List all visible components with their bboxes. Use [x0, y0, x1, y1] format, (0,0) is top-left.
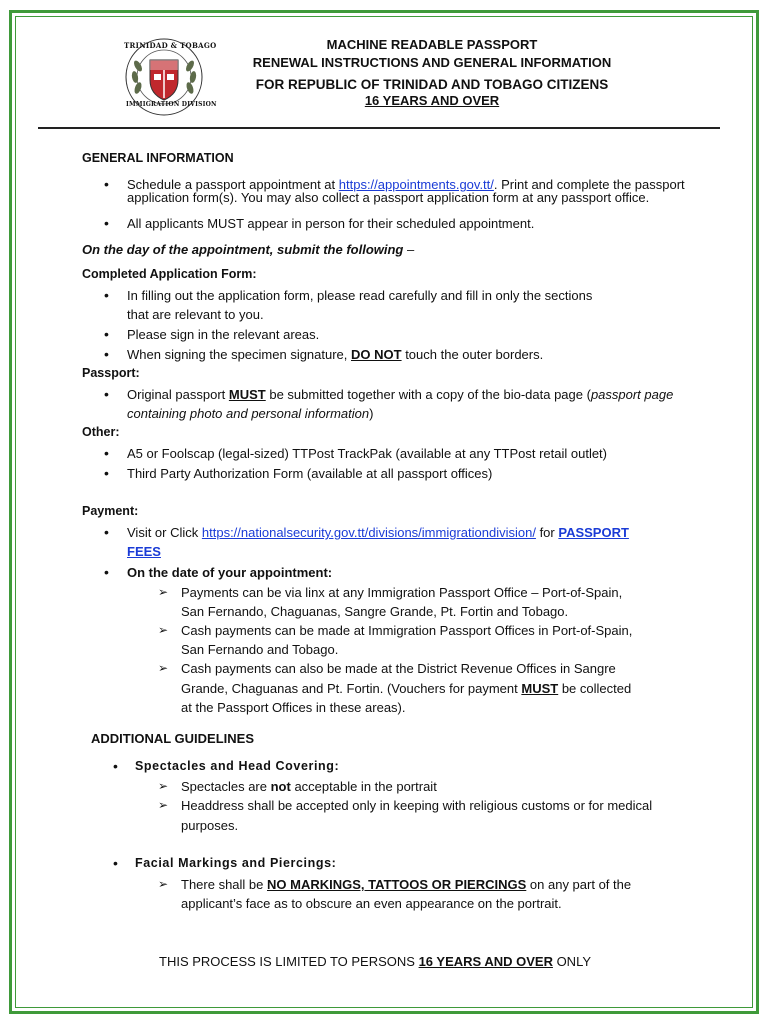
general-item-2: All applicants MUST appear in person for their scheduled appointment. [127, 216, 535, 231]
arrow-bullet-icon: ➢ [158, 623, 169, 637]
title-age: 16 YEARS AND OVER [364, 93, 500, 108]
form-item-2: Please sign in the relevant areas. [127, 327, 320, 342]
bullet-icon: • [104, 445, 109, 461]
guidelines-heading: ADDITIONAL GUIDELINES [91, 731, 254, 746]
payment-sub-3-text: Grande, Chaguanas and Pt. Fortin. (Vouchers for payment [181, 681, 522, 696]
title-citizens: FOR REPUBLIC OF TRINIDAD AND TOBAGO CITIZENS [255, 77, 609, 92]
logo-bottom-text: IMMIGRATION DIVISION [126, 101, 217, 108]
arrow-bullet-icon: ➢ [158, 779, 169, 793]
must-emphasis: MUST [228, 387, 266, 402]
title-renewal: RENEWAL INSTRUCTIONS AND GENERAL INFORMATION [252, 55, 612, 70]
bullet-icon: • [113, 758, 118, 774]
general-item-1-text-end: . Print and complete the passport [493, 177, 685, 192]
arrow-bullet-icon: ➢ [158, 877, 169, 891]
bullet-icon: • [104, 215, 109, 231]
appointment-intro-dash: – [403, 242, 415, 257]
passport-fees-link-line2[interactable]: FEES [127, 544, 161, 559]
other-item-2: Third Party Authorization Form (available at all passport offices) [127, 466, 493, 481]
form-item-3 [127, 347, 543, 362]
general-item-1-line2: application form(s). You may also collect a passport application form at any passport office. [127, 190, 650, 205]
passport-label: Passport: [82, 366, 140, 380]
must-emphasis: MUST [521, 681, 559, 696]
spectacles-sub-1-text: Spectacles are [181, 779, 271, 794]
facial-sub-1 [181, 877, 631, 892]
other-item-1: A5 or Foolscap (legal-sized) TTPost TrackPak (available at any TTPost retail outlet) [127, 446, 607, 461]
payment-item-1 [127, 525, 629, 540]
general-heading: GENERAL INFORMATION [82, 151, 234, 165]
title-machine-readable: MACHINE READABLE PASSPORT [326, 37, 538, 52]
spectacles-sub-2-line2: purposes. [181, 818, 239, 833]
bullet-icon: • [104, 346, 109, 362]
payment-sub-1-line2: San Fernando, Chaguanas, Sangre Grande, Pt. Fortin and Tobago. [181, 604, 569, 619]
form-item-1: In filling out the application form, please read carefully and fill in only the sections [127, 288, 593, 303]
bullet-icon: • [104, 465, 109, 481]
payment-sub-3-line2 [181, 681, 631, 696]
passport-item-1 [127, 387, 673, 402]
payment-sub-3-text-end: be collected [558, 681, 632, 696]
bullet-icon: • [104, 524, 109, 540]
passport-item-italic-2: containing photo and personal information [127, 406, 370, 421]
spectacles-label: Spectacles and Head Covering: [135, 759, 340, 773]
payment-sub-3-line3: at the Passport Offices in these areas). [181, 700, 406, 715]
facial-sub-1-text-end: on any part of the [526, 877, 632, 892]
footer-note [159, 954, 591, 969]
fees-link[interactable]: https://nationalsecurity.gov.tt/divisions/immigrationdivision/ [201, 525, 536, 540]
bullet-icon: • [104, 564, 109, 580]
bullet-icon: • [104, 176, 109, 192]
footer-emphasis: 16 YEARS AND OVER [418, 954, 553, 969]
payment-sub-1: Payments can be via linx at any Immigration Passport Office – Port-of-Spain, [181, 585, 623, 600]
facial-sub-1-text: There shall be [181, 877, 267, 892]
other-label: Other: [82, 425, 120, 439]
bullet-icon: • [113, 855, 118, 871]
spectacles-sub-2: Headdress shall be accepted only in keeping with religious customs or for medical [181, 798, 653, 813]
no-markings-emphasis: NO MARKINGS, TATTOOS OR PIERCINGS [267, 877, 527, 892]
footer-text-end: ONLY [552, 954, 592, 969]
footer-text: THIS PROCESS IS LIMITED TO PERSONS [159, 954, 419, 969]
payment-item-2: On the date of your appointment: [127, 565, 333, 580]
passport-item-close: ) [369, 406, 374, 421]
general-item-1-text: Schedule a passport appointment at [127, 177, 339, 192]
logo-top-text: TRINIDAD & TOBAGO [124, 41, 217, 50]
bullet-icon: • [104, 287, 109, 303]
bullet-icon: • [104, 386, 109, 402]
arrow-bullet-icon: ➢ [158, 585, 169, 599]
facial-sub-1-line2: applicant’s face as to obscure an even appearance on the portrait. [181, 896, 562, 911]
arrow-bullet-icon: ➢ [158, 798, 169, 812]
appointment-intro-text: On the day of the appointment, submit the following [82, 242, 404, 257]
completed-form-label: Completed Application Form: [82, 267, 257, 281]
form-item-3-text: When signing the specimen signature, [127, 347, 352, 362]
appointment-intro [82, 242, 414, 257]
passport-item-text: Original passport [127, 387, 229, 402]
spectacles-sub-1-text-end: acceptable in the portrait [290, 779, 437, 794]
do-not-emphasis: DO NOT [351, 347, 402, 362]
passport-item-1-line2 [127, 406, 373, 421]
form-item-3-text-end: touch the outer borders. [401, 347, 544, 362]
payment-item-text: Visit or Click [127, 525, 202, 540]
form-item-1-line2: that are relevant to you. [127, 307, 264, 322]
payment-item-text-mid: for [535, 525, 559, 540]
payment-label: Payment: [82, 504, 139, 518]
header-divider [38, 127, 720, 129]
appointments-link[interactable]: https://appointments.gov.tt/ [338, 177, 494, 192]
passport-item-italic: passport page [590, 387, 674, 402]
not-emphasis: not [270, 779, 291, 794]
spectacles-sub-1 [181, 779, 437, 794]
arrow-bullet-icon: ➢ [158, 661, 169, 675]
payment-sub-2-line2: San Fernando and Tobago. [181, 642, 339, 657]
facial-markings-label: Facial Markings and Piercings: [135, 856, 337, 870]
passport-item-text-mid: be submitted together with a copy of the bio-data page ( [265, 387, 591, 402]
passport-fees-link[interactable]: PASSPORT [558, 525, 629, 540]
payment-sub-3: Cash payments can also be made at the District Revenue Offices in Sangre [181, 661, 616, 676]
bullet-icon: • [104, 326, 109, 342]
payment-sub-2: Cash payments can be made at Immigration Passport Offices in Port-of-Spain, [181, 623, 633, 638]
